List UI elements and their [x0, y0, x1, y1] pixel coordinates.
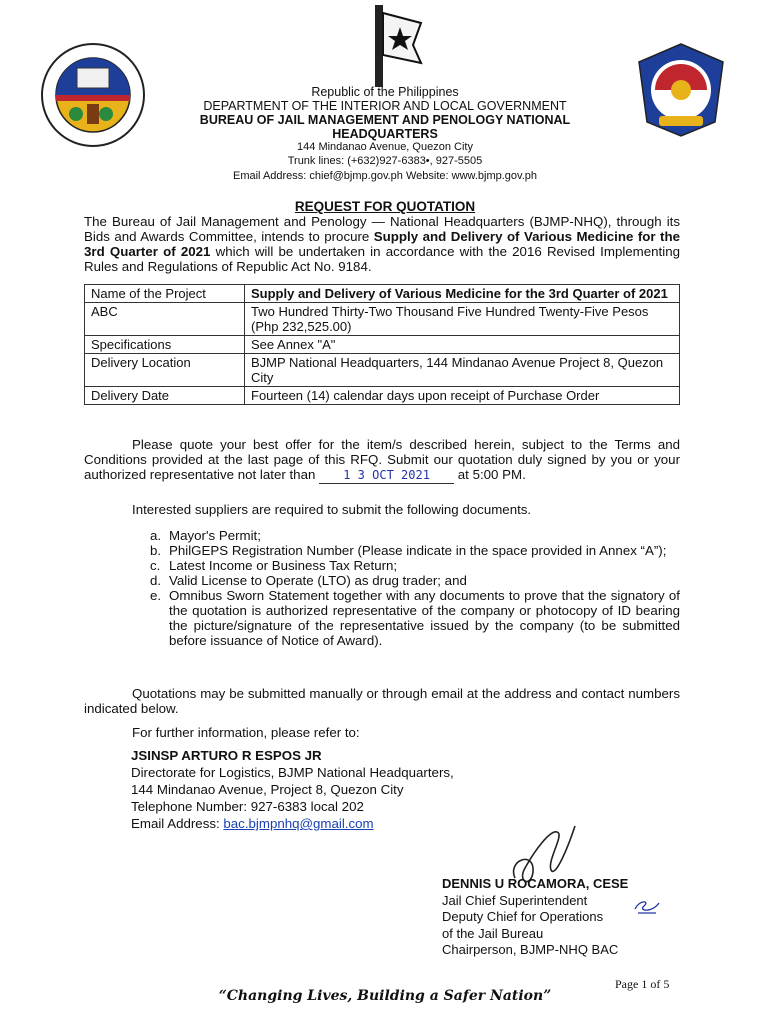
signatory-block: [442, 876, 628, 959]
email-web-line: Email Address: chief@bjmp.gov.ph Website: www.bjmp.gov.ph: [232, 170, 538, 182]
list-item: [150, 528, 680, 543]
email-link[interactable]: bac.bjmpnhq@gmail.com: [223, 816, 374, 831]
table-row: [85, 303, 680, 336]
table-value: Supply and Delivery of Various Medicine for the 3rd Quarter of 2021: [245, 285, 680, 303]
list-text: Omnibus Sworn Statement together with any documents to prove that the signatory of the quotation is authorized representative of the company or photocopy of ID bearing the picture/signature of the representative issued by the company (to be submitted before issuance of Notice of Award).: [169, 588, 680, 648]
list-text: Valid License to Operate (LTO) as drug trader; and: [169, 573, 467, 588]
further-info: For further information, please refer to:: [132, 725, 360, 740]
page-number: Page 1 of 5: [615, 977, 670, 991]
list-item: [150, 573, 680, 588]
table-key: Specifications: [85, 336, 245, 354]
submit-paragraph: Quotations may be submitted manually or through email at the address and contact numbers indicated below.: [84, 686, 680, 716]
quote-text-1: Please quote your best offer for the item/s described herein, subject to the Terms and Conditions provided at the last page of this RFQ. Submit our quotation duly signed by you or your authorized representative not later than: [84, 437, 680, 482]
table-row: [85, 336, 680, 354]
trunk-line: Trunk lines: (+632)927-6383•, 927-5505: [287, 155, 483, 167]
contact-line-3: Telephone Number: 927-6383 local 202: [131, 799, 364, 814]
table-row: [85, 354, 680, 387]
intro-paragraph: [84, 214, 680, 274]
quote-text-2: at 5:00 PM.: [457, 467, 526, 482]
table-value: Fourteen (14) calendar days upon receipt of Purchase Order: [245, 387, 680, 405]
documents-list: [150, 528, 680, 648]
contact-block: [131, 747, 454, 832]
quote-paragraph: [84, 437, 680, 484]
list-text: Latest Income or Business Tax Return;: [169, 558, 398, 573]
table-value: BJMP National Headquarters, 144 Mindanao Avenue Project 8, Quezon City: [245, 354, 680, 387]
table-row: [85, 387, 680, 405]
list-letter: e.: [150, 588, 162, 603]
deadline-date-stamp: 1 3 OCT 2021: [319, 468, 454, 484]
table-value: See Annex "A": [245, 336, 680, 354]
initials-image: [632, 897, 662, 915]
contact-name: JSINSP ARTURO R ESPOS JR: [131, 748, 322, 763]
page-title: REQUEST FOR QUOTATION: [294, 199, 476, 214]
list-letter: a.: [150, 528, 162, 543]
docs-intro: Interested suppliers are required to submit the following documents.: [132, 502, 532, 517]
table-value: Two Hundred Thirty-Two Thousand Five Hundred Twenty-Five Pesos (Php 232,525.00): [245, 303, 680, 336]
table-row: [85, 285, 680, 303]
contact-line-1: Directorate for Logistics, BJMP National Headquarters,: [131, 765, 454, 780]
signatory-name: DENNIS U ROCAMORA, CESE: [442, 876, 629, 891]
signatory-line-2: Deputy Chief for Operations: [442, 909, 604, 924]
table-key: Delivery Location: [85, 354, 245, 387]
table-key: ABC: [85, 303, 245, 336]
list-item: [150, 543, 680, 558]
flag-emblem-icon: [355, 5, 425, 87]
signatory-line-3: of the Jail Bureau: [442, 925, 544, 941]
intro-project-bold: Supply and Delivery of Various Medicine for the 3rd Quarter of 2021: [84, 229, 680, 259]
bureau-line: BUREAU OF JAIL MANAGEMENT AND PENOLOGY NATIONAL HEADQUARTERS: [199, 113, 571, 141]
list-letter: d.: [150, 573, 162, 588]
list-text: Mayor's Permit;: [169, 528, 261, 543]
signatory-line-1: Jail Chief Superintendent: [442, 892, 588, 908]
footer-slogan: “Changing Lives, Building a Safer Nation”: [218, 988, 552, 1004]
contact-email-line: [131, 815, 454, 832]
department-line: DEPARTMENT OF THE INTERIOR AND LOCAL GOVERNMENT: [203, 99, 567, 113]
list-item: [150, 558, 680, 573]
address-line: 144 Mindanao Avenue, Quezon City: [297, 141, 473, 153]
table-key: Delivery Date: [85, 387, 245, 405]
intro-text-2: which will be undertaken in accordance with the 2016 Revised Implementing Rules and Regulations of Republic Act No. 9184.: [84, 244, 680, 274]
table-key: Name of the Project: [85, 285, 245, 303]
list-letter: c.: [150, 558, 161, 573]
email-label: Email Address:: [131, 816, 224, 831]
intro-text-1: The Bureau of Jail Management and Penology — National Headquarters (BJMP-NHQ), through its Bids and Awards Committee, intends to procure: [84, 214, 680, 244]
list-letter: b.: [150, 543, 162, 558]
list-text: PhilGEPS Registration Number (Please indicate in the space provided in Annex “A”);: [169, 543, 667, 558]
signatory-line-4: Chairperson, BJMP-NHQ BAC: [442, 942, 619, 957]
project-details-table: [84, 284, 680, 405]
contact-line-2: 144 Mindanao Avenue, Project 8, Quezon City: [131, 782, 404, 797]
list-item: [150, 588, 680, 648]
republic-line: Republic of the Philippines: [311, 85, 459, 99]
